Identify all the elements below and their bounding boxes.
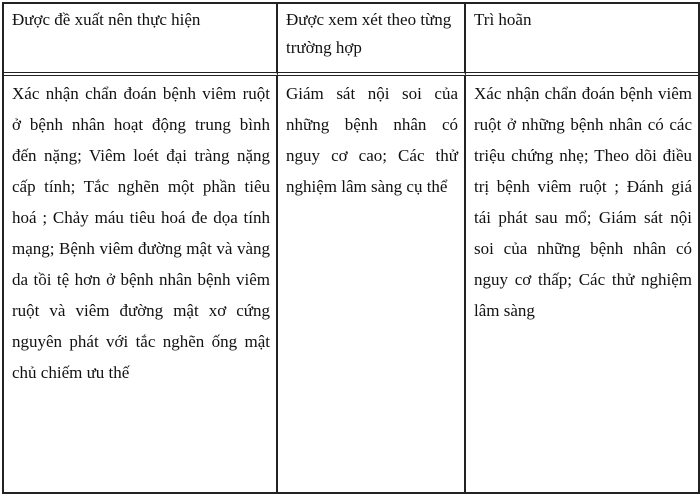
header-recommended xyxy=(4,4,278,76)
header-recommended-text: Được đề xuất nên thực hiện xyxy=(12,10,201,29)
recommendation-table xyxy=(2,2,700,494)
cell-case-by-case-text: Giám sát nội soi của những bệnh nhân có nguy cơ cao; Các thử nghiệm lâm sàng cụ thể xyxy=(286,84,458,196)
header-case-by-case-text: Được xem xét theo từng trường hợp xyxy=(286,10,452,57)
header-case-by-case xyxy=(278,4,466,76)
cell-recommended-text: Xác nhận chẩn đoán bệnh viêm ruột ở bệnh nhân hoạt động trung bình đến nặng; Viêm loét đại tràng nặng cấp tính; Tắc nghẽn một phần tiêu hoá ; Chảy máu tiêu hoá đe dọa tính mạng; Bệnh viêm đường mật và vàng da tồi tệ hơn ở bệnh nhân bệnh viêm ruột và viêm đường mật xơ cứng nguyên phát với tắc nghẽn ống mật chủ chiếm ưu thế xyxy=(12,84,270,382)
cell-case-by-case xyxy=(278,76,466,492)
table-row xyxy=(4,76,698,492)
cell-deferred-text: Xác nhận chẩn đoán bệnh viêm ruột ở những bệnh nhân có các triệu chứng nhẹ; Theo dõi điều trị bệnh viêm ruột ; Đánh giá tái phát sau mổ; Giám sát nội soi của những bệnh nhân có nguy cơ thấp; Các thử nghiệm lâm sàng xyxy=(474,84,692,320)
cell-deferred xyxy=(466,76,698,492)
table-header-row xyxy=(4,4,698,76)
header-deferred xyxy=(466,4,698,76)
cell-recommended xyxy=(4,76,278,492)
header-deferred-text: Trì hoãn xyxy=(474,10,532,29)
